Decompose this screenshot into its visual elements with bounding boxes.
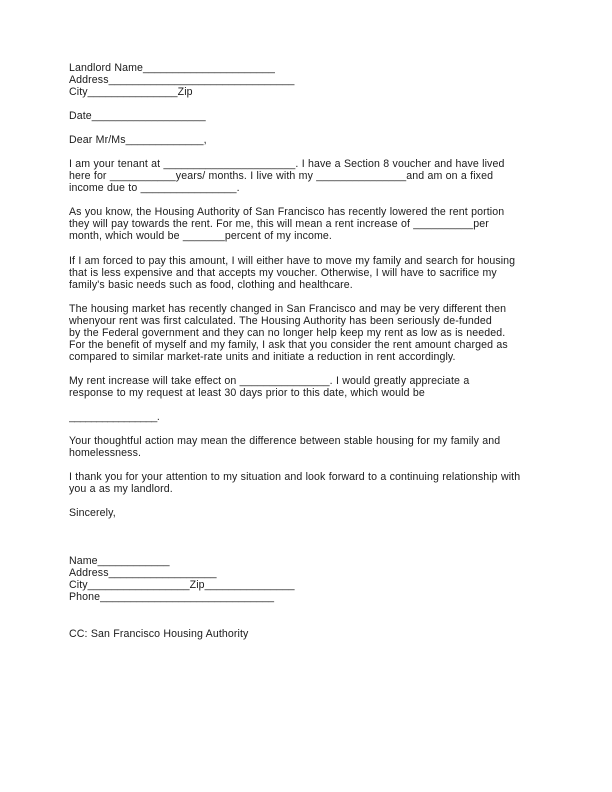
closing-line: Sincerely,	[69, 507, 116, 520]
paragraph-line: you a as my landlord.	[69, 483, 173, 496]
cc-line: CC: San Francisco Housing Authority	[69, 627, 249, 640]
paragraph-line: Your thoughtful action may mean the difference between stable housing for my family and	[69, 435, 501, 448]
paragraph-line: that is less expensive and that accepts my voucher. Otherwise, I will have to sacrifice my	[69, 266, 497, 279]
paragraph-line: family's basic needs such as food, clothing and healthcare.	[69, 278, 353, 291]
paragraph-line: As you know, the Housing Authority of San Francisco has recently lowered the rent portion	[69, 206, 505, 219]
salutation-line: Dear Mr/Ms_____________,	[69, 134, 207, 147]
paragraph-closing-thanks	[69, 471, 545, 495]
recipient-address-block	[69, 62, 545, 98]
paragraph-stable-housing-appeal	[69, 435, 545, 459]
sender-name-line: Name____________	[69, 555, 170, 568]
paragraph-line: income due to ________________.	[69, 182, 240, 195]
paragraph-market-change-request	[69, 303, 545, 363]
date-line: Date___________________	[69, 110, 206, 123]
paragraph-line: response to my request at least 30 days prior to this date, which would be	[69, 386, 425, 399]
paragraph-line: I thank you for your attention to my situation and look forward to a continuing relationship with	[69, 471, 521, 484]
signature-block	[69, 555, 545, 603]
landlord-name-line: Landlord Name______________________	[69, 62, 275, 74]
paragraph-effective-date-response	[69, 375, 545, 423]
spacer-after-date	[69, 122, 545, 134]
landlord-city-zip-line: City_______________Zip	[69, 86, 193, 99]
paragraph-line: month, which would be _______percent of my income.	[69, 230, 332, 243]
sender-address-line: Address__________________	[69, 567, 217, 580]
spacer-signature	[69, 519, 545, 555]
paragraph-line: homelessness.	[69, 447, 142, 460]
spacer-cc	[69, 604, 545, 628]
spacer-1	[69, 194, 545, 206]
paragraph-line: If I am forced to pay this amount, I will either have to move my family and search for housing	[69, 254, 516, 267]
spacer-2	[69, 243, 545, 255]
paragraph-line: My rent increase will take effect on _______________. I would greatly appreciate a	[69, 374, 470, 387]
paragraph-line: by the Federal government and they can no longer help keep my rent as low as is needed.	[69, 326, 506, 339]
paragraph-rent-portion-lowered	[69, 206, 545, 242]
paragraph-blank-line: ________________.	[69, 411, 160, 424]
spacer-7	[69, 495, 545, 507]
paragraph-line	[69, 399, 545, 411]
sender-city-zip-line: City_________________Zip_______________	[69, 579, 295, 592]
paragraph-line: I am your tenant at ______________________. I have a Section 8 voucher and have lived	[69, 158, 505, 171]
spacer-3	[69, 291, 545, 303]
paragraph-line: whenyour rent was first calculated. The Housing Authority has been seriously de-funded	[69, 314, 492, 327]
spacer-6	[69, 459, 545, 471]
paragraph-line: For the benefit of myself and my family, I ask that you consider the rent amount charged as	[69, 338, 508, 351]
paragraph-line: here for ___________years/ months. I live with my _______________and am on a fixed	[69, 170, 494, 183]
sender-phone-line: Phone_____________________________	[69, 591, 275, 604]
spacer-after-salutation	[69, 146, 545, 158]
spacer-5	[69, 423, 545, 435]
paragraph-tenant-intro	[69, 158, 545, 194]
landlord-address-line: Address_______________________________	[69, 74, 295, 87]
spacer-4	[69, 363, 545, 375]
paragraph-line: they will pay towards the rent. For me, this will mean a rent increase of __________per	[69, 218, 489, 231]
paragraph-line: compared to similar market-rate units and initiate a reduction in rent accordingly.	[69, 350, 456, 363]
paragraph-hardship-consequences	[69, 255, 545, 291]
letter-body	[69, 62, 545, 640]
spacer-after-address	[69, 98, 545, 110]
paragraph-line: The housing market has recently changed in San Francisco and may be very different then	[69, 302, 507, 315]
